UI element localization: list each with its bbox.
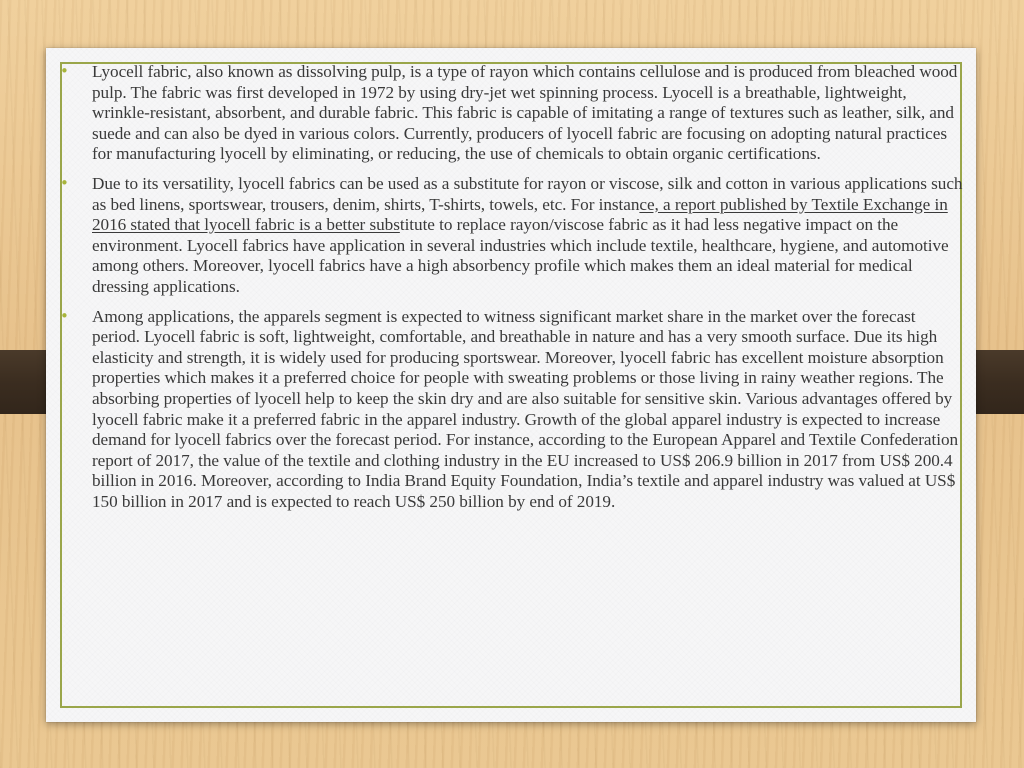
bullet-icon: • (60, 62, 69, 80)
bullet-paragraph-3 (60, 307, 964, 513)
underlined-highlight-text: ce, a report published by Textile Exchange in 2016 stated that lyocell fabric is a better subs (92, 194, 948, 235)
paragraph-text: Among applications, the apparels segment is expected to witness significant market share in the market over the forecast period. Lyocell fabric is soft, lightweight, comfortable, and breathable in nature and has a very smooth surface. Due its high elasticity and strength, it is widely used for producing sportswear. Moreover, lyocell fabric has excellent moisture absorption properties which makes it a preferred choice for people with sweating problems or those living in rainy weather regions. The absorbing properties of lyocell help to keep the skin dry and are also suitable for sensitive skin. Various advantages offered by lyocell fabric make it a preferred fabric in the apparel industry. Growth of the global apparel industry is expected to increase demand for lyocell fabrics over the forecast period. For instance, according to the European Apparel and Textile Confederation report of 2017, the value of the textile and clothing industry in the EU increased to US$ 206.9 billion in 2017 from US$ 200.4 billion in 2016. Moreover, according to India Brand Equity Foundation, India’s textile and apparel industry was valued at US$ 150 billion in 2017 and is expected to reach US$ 250 billion by end of 2019. (92, 306, 959, 511)
bullet-icon: • (60, 173, 69, 192)
paragraph-text-end: titute to replace rayon/viscose fabric as it had less negative impact on the environment. Lyocell fabrics have application in several industries which include textile, healthcare, hygiene, and automotive among others. Moreover, lyocell fabrics have a high absorbency profile which makes them an ideal material for medical dressing applications. (92, 215, 949, 296)
bullet-paragraph-1 (60, 62, 964, 165)
bullet-icon: • (60, 306, 69, 325)
slide-content (60, 62, 964, 521)
slide-paper (46, 48, 976, 722)
bullet-list (60, 62, 964, 512)
paragraph-text-start: Due to its versatility, lyocell fabrics can be used as a substitute for rayon or viscose, silk and cotton in various applications such as bed linens, sportswear, trousers, denim, shirts, T-shirts, towels, etc. For instan (92, 173, 963, 214)
paragraph-text: Lyocell fabric, also known as dissolving pulp, is a type of rayon which contains cellulose and is produced from bleached wood pulp. The fabric was first developed in 1972 by using dry-jet wet spinning process. Lyocell is a breathable, lightweight, wrinkle-resistant, absorbent, and durable fabric. This fabric is capable of imitating a range of textures such as leather, silk, and suede and can also be dyed in various colors. Currently, producers of lyocell fabric are focusing on adopting natural practices for manufacturing lyocell by eliminating, or reducing, the use of chemicals to obtain organic certifications. (92, 62, 958, 164)
bullet-paragraph-2 (60, 174, 964, 298)
